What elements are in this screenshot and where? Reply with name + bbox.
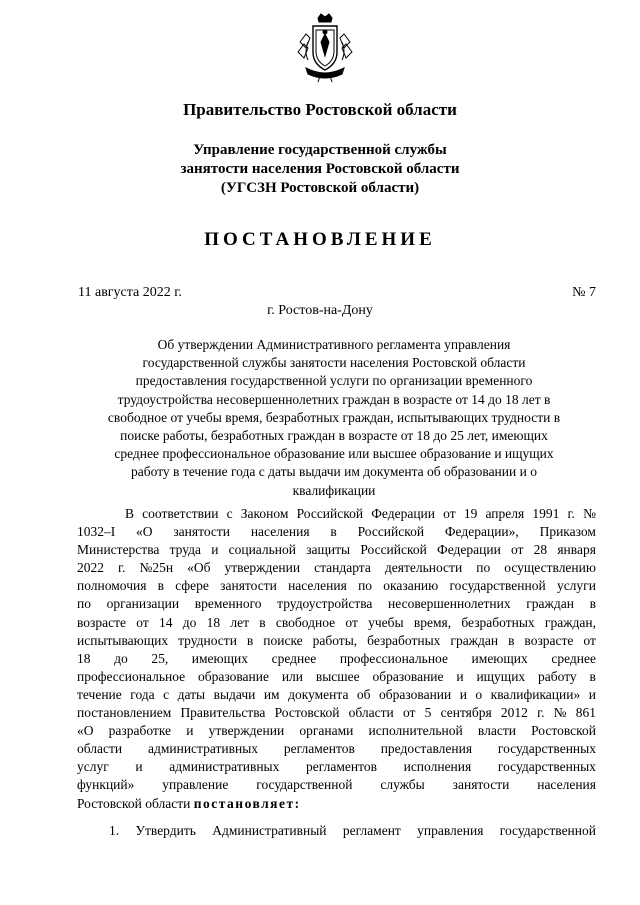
word: Министерства [77,542,160,558]
word: среднее [551,650,596,666]
paragraph-line [77,758,596,776]
word: о [475,686,483,702]
paragraph-line [77,704,596,722]
word: услуги [556,578,596,594]
word: безработных [461,614,535,630]
word: от [345,614,358,630]
word: Федерации», [444,524,519,540]
word: области [348,705,394,721]
word: населения [288,578,347,594]
word: социальной [228,542,297,558]
paragraph-line [77,577,596,595]
word: исполнительной [368,723,463,739]
word: «Об [187,560,211,576]
word: возрасте [77,614,126,630]
coat-of-arms-emblem [296,12,354,84]
word: и [211,542,219,558]
word: 861 [575,705,596,721]
word: деятельности [384,560,463,576]
word: в [589,668,596,684]
subject-line: предоставления государственной услуги по организации временного [135,373,533,389]
word: административных [147,741,259,757]
word: осуществлению [504,560,596,576]
word: оказанию [383,578,439,594]
word: сфере [175,578,209,594]
word: Федерации [437,542,501,558]
word: регламентов [283,741,355,757]
word: по [476,560,491,576]
word: 1. [109,823,120,838]
paragraph-line [77,776,596,794]
word: учебы [368,614,404,630]
word: утверждении [224,560,301,576]
word: организации [106,596,180,612]
word: даты [177,686,206,702]
word: «О [77,723,94,739]
subject-line: среднее профессиональное образование или высшее образование и ищущих [114,446,554,462]
word: в [246,632,254,648]
word: ищущих [476,668,526,684]
word: профессиональное [77,668,186,684]
word: в [157,578,165,594]
word: по [358,578,373,594]
subject-line: квалификации [292,482,376,498]
word: власти [477,723,516,739]
word: 2012 [500,705,528,721]
word: населения [537,777,596,793]
word: от [136,614,149,630]
word: Российской [360,542,427,558]
word: г. [118,560,126,576]
word: профессиональное [339,650,448,666]
subject-line: государственной службы занятости населения Ростовской области [142,355,526,371]
word: Утвердить [135,823,196,838]
word: №25н [139,560,174,576]
word: постановлением [77,705,172,721]
word: работы, [312,632,358,648]
word: № [583,506,596,521]
word: и [588,686,596,702]
word: до [182,614,197,630]
word: занятости [452,777,510,793]
word: образование [197,668,269,684]
department-abbreviation: (УГСЗН Ростовской области) [220,180,420,196]
word: занятости [220,578,277,594]
word: Законом [240,506,289,521]
word: среднее [271,650,317,666]
word: с [226,506,233,521]
word: высшее [315,668,360,684]
word: трудности [178,632,237,648]
word: государственных [497,741,596,757]
paragraph-line [77,686,596,704]
word: работу [538,668,577,684]
word: 25, [151,650,169,666]
paragraph-line [77,668,596,686]
word: исполнения [403,759,472,775]
word: услуг [77,759,109,775]
word: по [77,596,91,612]
department-name [0,141,640,198]
word: г. [567,506,575,521]
paragraph-line [77,559,596,577]
word: государственной [499,823,596,838]
word: граждан [450,632,499,648]
word: в [330,524,337,540]
word: безработных [367,632,441,648]
word: граждан [526,596,574,612]
word: и [186,723,194,739]
paragraph-line [77,740,596,758]
word: трудоустройства [277,596,373,612]
word: органами [299,723,354,739]
word: в [508,632,515,648]
word: образовании [379,686,452,702]
word: населения [250,524,310,540]
word: сентября [440,705,492,721]
word: административных [169,759,280,775]
word: предоставления [380,741,473,757]
paragraph-line [77,632,596,650]
word: 18 [206,614,221,630]
word: года [130,686,155,702]
word: выдачи [213,686,256,702]
word: в [589,596,596,612]
word: от [583,632,596,648]
word: от [510,542,524,558]
department-line: Управление государственной службы [193,142,447,158]
word: им [263,686,280,702]
word: Ростовской [274,705,340,721]
word: регламентов [306,759,377,775]
subject-line: свободное от учебы время, безработных граждан, испытывающих трудности в [107,409,561,425]
word: и [135,759,143,775]
word: несовершеннолетних [388,596,511,612]
department-line: занятости населения Ростовской области [180,161,460,177]
word: Российской [296,506,364,521]
word: апреля [485,506,525,521]
word: 5 [424,705,432,721]
word: имеющих [471,650,528,666]
decree-item-1 [77,822,596,840]
word: соответствии [142,506,219,521]
word: и [456,668,464,684]
word: с [163,686,170,702]
document-number: № 7 [572,285,596,300]
word: и [459,686,467,702]
word: свободное [275,614,336,630]
subject-line: трудоустройства несовершеннолетних граждан в возрасте от 14 до 18 лет в [117,391,551,407]
word: управления [417,823,484,838]
word: «О [136,524,153,540]
word: Российской [357,524,425,540]
document-subject [74,336,594,500]
word: до [114,650,128,666]
word: разработке [108,723,172,739]
word: 1032–I [77,524,116,540]
paragraph-line [77,614,596,632]
subject-line: Об утверждении Административного регламента управления [157,337,511,352]
word: защиты [306,542,351,558]
preamble-paragraph [77,505,596,813]
paragraph-line [77,595,596,613]
document-type-title: ПОСТАНОВЛЕНИЕ [204,229,436,250]
word: труда [169,542,201,558]
paragraph-line [77,822,596,840]
document-date: 11 августа 2022 г. [78,285,182,300]
word: г. [537,705,545,721]
paragraph-line [77,650,596,668]
word: функций» [77,777,135,793]
word: в [259,614,266,630]
word: Приказом [539,524,596,540]
word: 1991 [532,506,560,521]
word: Федерации [371,506,436,521]
word: службы [380,777,425,793]
word: государственных [497,759,596,775]
word: управление [162,777,229,793]
word: государственной [256,777,353,793]
word: утверждении [208,723,285,739]
word: или [281,668,303,684]
word: области [77,741,123,757]
word: от [443,506,456,521]
paragraph-last-line [77,795,596,813]
paragraph-line [77,505,596,523]
word: поиске [263,632,303,648]
word: имеющих [191,650,248,666]
word: стандарта [314,560,371,576]
word: 2022 [77,560,104,576]
word: течение [77,686,122,702]
word: Административный [212,823,327,838]
word: января [557,542,596,558]
decree-word: постановляет: [193,795,301,811]
word: полномочия [77,578,147,594]
word: лет [230,614,249,630]
paragraph-line [77,541,596,559]
word: время, [413,614,452,630]
paragraph-line [77,523,596,541]
word: 19 [463,506,478,521]
document-city: г. Ростов-на-Дону [267,303,373,318]
word: регламент [342,823,401,838]
word: от [402,705,416,721]
word: временного [194,596,262,612]
word: 28 [533,542,548,558]
word: № [553,705,567,721]
word: 14 [158,614,173,630]
word: граждан, [544,614,596,630]
word: образование [372,668,444,684]
paragraph-text: Ростовской области [77,795,194,811]
word: об [356,686,371,702]
word: испытывающих [77,632,169,648]
word: В [125,506,135,521]
word: Правительства [180,705,266,721]
paragraph-line [77,722,596,740]
word: возрасте [524,632,574,648]
word: Ростовской [531,723,596,739]
word: документа [288,686,349,702]
subject-line: поиске работы, безработных граждан в возрасте от 18 до 25 лет, имеющих [120,428,548,444]
subject-line: работу в течение года с даты выдачи им документа об образовании и о [131,464,537,480]
government-title: Правительство Ростовской области [183,100,457,119]
word: государственной [449,578,546,594]
word: 18 [77,650,91,666]
word: занятости [173,524,231,540]
word: квалификации» [490,686,581,702]
